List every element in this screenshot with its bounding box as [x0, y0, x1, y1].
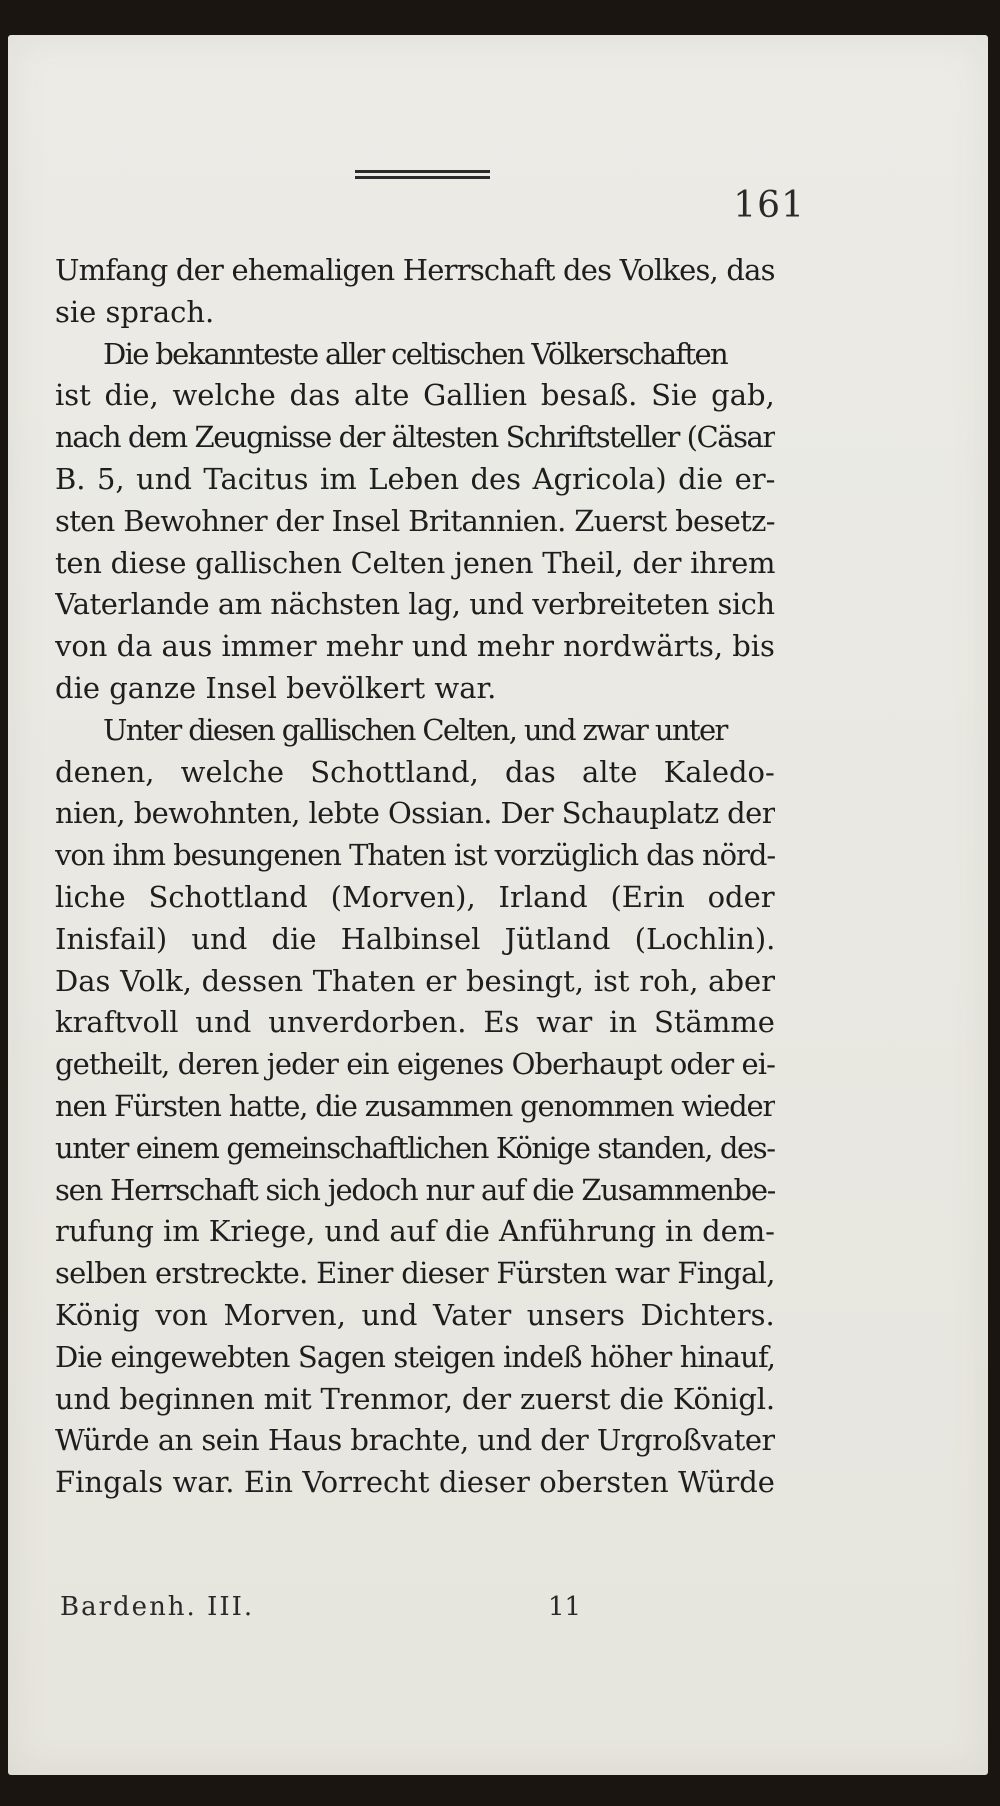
text-line: König von Morven, und Vater unsers Dichters. — [55, 1297, 775, 1332]
signature-line: Bardenh. III. — [60, 1592, 255, 1622]
text-line: von da aus immer mehr und mehr nordwärts, bis — [55, 629, 775, 664]
text-line: und beginnen mit Trenmor, der zuerst die Königl. — [55, 1381, 775, 1416]
text-line: getheilt, deren jeder ein eigenes Oberhaupt oder ei- — [55, 1047, 775, 1082]
text-line: nen Fürsten hatte, die zusammen genommen wieder — [55, 1088, 775, 1123]
text-line: rufung im Kriege, und auf die Anführung in dem- — [55, 1214, 775, 1249]
signature-mark: 11 — [548, 1592, 582, 1622]
text-line: Fingals war. Ein Vorrecht dieser obersten Würde — [55, 1465, 775, 1500]
text-line: Die bekannteste aller celtischen Völkerschaften — [103, 336, 728, 371]
body-text — [55, 250, 775, 1504]
text-line: unter einem gemeinschaftlichen Könige standen, des- — [55, 1130, 775, 1165]
text-line: sen Herrschaft sich jedoch nur auf die Zusammenbe- — [55, 1172, 775, 1207]
text-line: Unter diesen gallischen Celten, und zwar unter — [103, 712, 727, 747]
text-line: denen, welche Schottland, das alte Kaledo- — [55, 754, 775, 789]
text-line: Umfang der ehemaligen Herrschaft des Volkes, das — [55, 253, 775, 287]
text-line: nien, bewohnten, lebte Ossian. Der Schauplatz der — [55, 796, 775, 831]
text-line: von ihm besungenen Thaten ist vorzüglich das nörd- — [55, 838, 775, 873]
text-line: liche Schottland (Morven), Irland (Erin oder — [55, 879, 775, 914]
text-line: Inisfail) und die Halbinsel Jütland (Lochlin). — [55, 921, 775, 956]
text-line: Vaterlande am nächsten lag, und verbreiteten sich — [55, 587, 775, 622]
text-line: Das Volk, dessen Thaten er besingt, ist roh, aber — [55, 963, 775, 998]
text-line: sie sprach. — [55, 294, 215, 329]
text-line: nach dem Zeugnisse der ältesten Schriftsteller (Cäsar — [55, 420, 775, 455]
page-number: 161 — [733, 185, 805, 226]
text-line: die ganze Insel bevölkert war. — [55, 670, 497, 705]
text-line: selben erstreckte. Einer dieser Fürsten war Fingal, — [55, 1256, 775, 1291]
text-line: ist die, welche das alte Gallien besaß. Sie gab, — [55, 378, 775, 413]
text-line: sten Bewohner der Insel Britannien. Zuerst besetz- — [55, 503, 775, 538]
text-line: Die eingewebten Sagen steigen indeß höher hinauf, — [55, 1339, 775, 1374]
text-line: Würde an sein Haus brachte, und der Urgroßvater — [55, 1423, 775, 1458]
text-line: kraftvoll und unverdorben. Es war in Stämme — [55, 1005, 775, 1040]
text-line: B. 5, und Tacitus im Leben des Agricola) die er- — [55, 461, 775, 496]
text-line: ten diese gallischen Celten jenen Theil, der ihrem — [55, 545, 775, 580]
header-rule — [355, 170, 490, 182]
